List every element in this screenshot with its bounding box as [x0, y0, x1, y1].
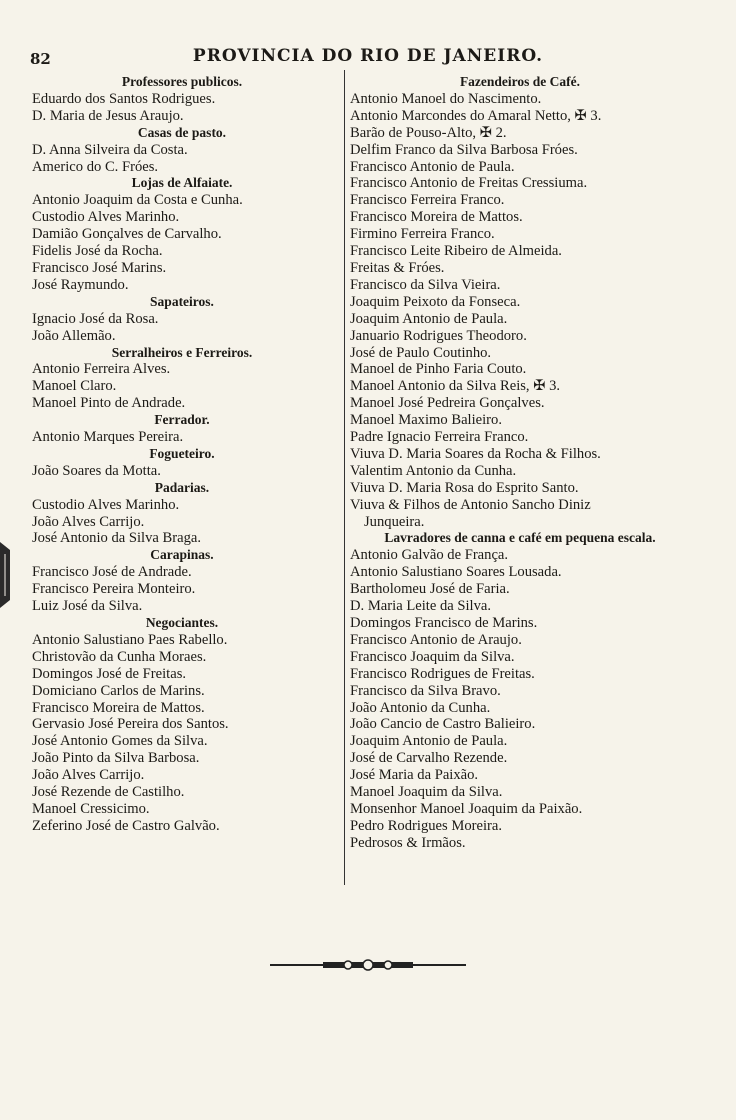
list-item: João Alves Carrijo.: [32, 513, 145, 530]
page-number: 82: [30, 50, 51, 68]
list-item: Joaquim Antonio de Paula.: [350, 733, 508, 750]
section-title: Ferrador.: [154, 412, 210, 428]
list-item: Francisco Moreira de Mattos.: [32, 699, 205, 716]
list-item: João Antonio da Cunha.: [350, 699, 491, 716]
list-item: Custodio Alves Marinho.: [32, 496, 180, 513]
list-item: Antonio Joaquim da Costa e Cunha.: [32, 192, 243, 209]
list-item: Francisco da Silva Bravo.: [350, 682, 501, 699]
list-item: Christovão da Cunha Moraes.: [32, 648, 207, 665]
list-item: José Raymundo.: [32, 276, 129, 293]
left-column: [32, 74, 332, 835]
running-head: PROVINCIA DO RIO DE JANEIRO.: [192, 46, 544, 66]
list-item: D. Maria Leite da Silva.: [350, 598, 492, 615]
section-title: Padarias.: [154, 479, 210, 495]
list-item: Antonio Galvão de França.: [350, 547, 509, 564]
list-item: Manoel Joaquim da Silva.: [350, 784, 503, 801]
list-item: Domingos José de Freitas.: [32, 665, 187, 682]
list-item: João Soares da Motta.: [32, 462, 161, 479]
list-item: José Antonio da Silva Braga.: [32, 530, 202, 547]
list-item: Valentim Antonio da Cunha.: [350, 462, 517, 479]
list-item: Viuva D. Maria Soares da Rocha & Filhos.: [350, 445, 601, 462]
list-item: Ignacio José da Rosa.: [32, 310, 159, 327]
list-item: Pedrosos & Irmãos.: [350, 834, 466, 851]
list-item: Fidelis José da Rocha.: [32, 243, 163, 260]
list-item: João Pinto da Silva Barbosa.: [32, 750, 200, 767]
list-item: Americo do C. Fróes.: [32, 158, 159, 175]
list-item: Delfim Franco da Silva Barbosa Fróes.: [350, 141, 578, 158]
list-item: Francisco Rodrigues de Freitas.: [350, 665, 535, 682]
list-item: João Alves Carrijo.: [32, 767, 145, 784]
section-title: Carapinas.: [150, 547, 214, 563]
list-item: João Allemão.: [32, 327, 116, 344]
list-item: Damião Gonçalves de Carvalho.: [32, 226, 222, 243]
section-title: Fazendeiros de Café.: [459, 74, 581, 89]
list-item: Joaquim Antonio de Paula.: [350, 310, 508, 327]
binding-edge-mark: [0, 540, 12, 610]
list-item: Bartholomeu José de Faria.: [350, 581, 510, 598]
list-item: Custodio Alves Marinho.: [32, 209, 180, 226]
list-item: José Rezende de Castilho.: [32, 784, 185, 801]
list-item: Monsenhor Manoel Joaquim da Paixão.: [350, 800, 583, 817]
list-item: Antonio Manoel do Nascimento.: [350, 90, 542, 107]
list-item: Firmino Ferreira Franco.: [350, 226, 495, 243]
list-item: Francisco Joaquim da Silva.: [350, 648, 515, 665]
list-item: Francisco José Marins.: [32, 259, 167, 276]
list-item: Gervasio José Pereira dos Santos.: [32, 716, 229, 733]
list-item: Domiciano Carlos de Marins.: [32, 682, 205, 699]
list-item: Francisco Moreira de Mattos.: [350, 209, 523, 226]
list-item: Antonio Salustiano Soares Lousada.: [350, 564, 562, 581]
list-item: José Antonio Gomes da Silva.: [32, 733, 208, 750]
list-item: Francisco Ferreira Franco.: [350, 192, 505, 209]
list-item: Freitas & Fróes.: [350, 259, 445, 276]
list-item: Manoel Cressicimo.: [32, 800, 150, 817]
list-item: Junqueira.: [364, 513, 425, 530]
list-item: Eduardo dos Santos Rodrigues.: [32, 90, 216, 107]
list-item: Manoel Pinto de Andrade.: [32, 395, 186, 412]
list-item: José de Paulo Coutinho.: [350, 344, 492, 361]
list-item: Francisco Antonio de Araujo.: [350, 631, 522, 648]
list-item: Francisco Leite Ribeiro de Almeida.: [350, 243, 562, 260]
list-item: Domingos Francisco de Marins.: [350, 615, 538, 631]
section-title: Lavradores de canna e café em pequena escala.: [384, 530, 656, 546]
list-item: Januario Rodrigues Theodoro.: [350, 327, 527, 344]
list-item: D. Maria de Jesus Araujo.: [32, 107, 184, 124]
right-column: [350, 74, 690, 852]
list-item: Barão de Pouso-Alto, ✠ 2.: [350, 124, 507, 141]
list-item: José de Carvalho Rezende.: [350, 750, 508, 767]
list-item: Pedro Rodrigues Moreira.: [350, 817, 502, 834]
directory-body: [0, 74, 736, 894]
list-item: Manoel José Pedreira Gonçalves.: [350, 395, 545, 412]
list-item: Antonio Ferreira Alves.: [32, 361, 171, 378]
section-title: Sapateiros.: [150, 293, 214, 309]
ornament-rule-icon: [268, 955, 468, 975]
list-item: Antonio Salustiano Paes Rabello.: [32, 631, 228, 648]
list-item: Francisco José de Andrade.: [32, 564, 192, 581]
list-item: Francisco da Silva Vieira.: [350, 276, 501, 293]
list-item: Padre Ignacio Ferreira Franco.: [350, 429, 529, 446]
section-title: Serralheiros e Ferreiros.: [111, 344, 253, 360]
list-item: Luiz José da Silva.: [32, 598, 143, 615]
list-item: Joaquim Peixoto da Fonseca.: [350, 293, 521, 310]
list-item: Viuva D. Maria Rosa do Esprito Santo.: [350, 479, 579, 496]
section-title: Lojas de Alfaiate.: [131, 175, 233, 191]
list-item: Francisco Antonio de Paula.: [350, 158, 515, 175]
section-title: Casas de pasto.: [137, 124, 227, 140]
list-item: José Maria da Paixão.: [350, 767, 479, 784]
list-item: Francisco Antonio de Freitas Cressiuma.: [350, 175, 588, 192]
section-title: Professores publicos.: [121, 74, 243, 89]
list-item: Francisco Pereira Monteiro.: [32, 581, 196, 598]
section-title: Negociantes.: [145, 615, 219, 630]
list-item: Manoel Claro.: [32, 378, 117, 395]
list-item: Viuva & Filhos de Antonio Sancho Diniz: [350, 496, 591, 513]
list-item: Antonio Marcondes do Amaral Netto, ✠ 3.: [350, 107, 602, 124]
list-item: João Cancio de Castro Balieiro.: [350, 716, 536, 733]
list-item: Manoel Antonio da Silva Reis, ✠ 3.: [350, 378, 561, 395]
list-item: Manoel de Pinho Faria Couto.: [350, 361, 527, 378]
list-item: D. Anna Silveira da Costa.: [32, 141, 188, 158]
section-title: Fogueteiro.: [149, 445, 215, 461]
list-item: Manoel Maximo Balieiro.: [350, 412, 502, 429]
list-item: Antonio Marques Pereira.: [32, 429, 184, 446]
list-item: Zeferino José de Castro Galvão.: [32, 817, 220, 834]
